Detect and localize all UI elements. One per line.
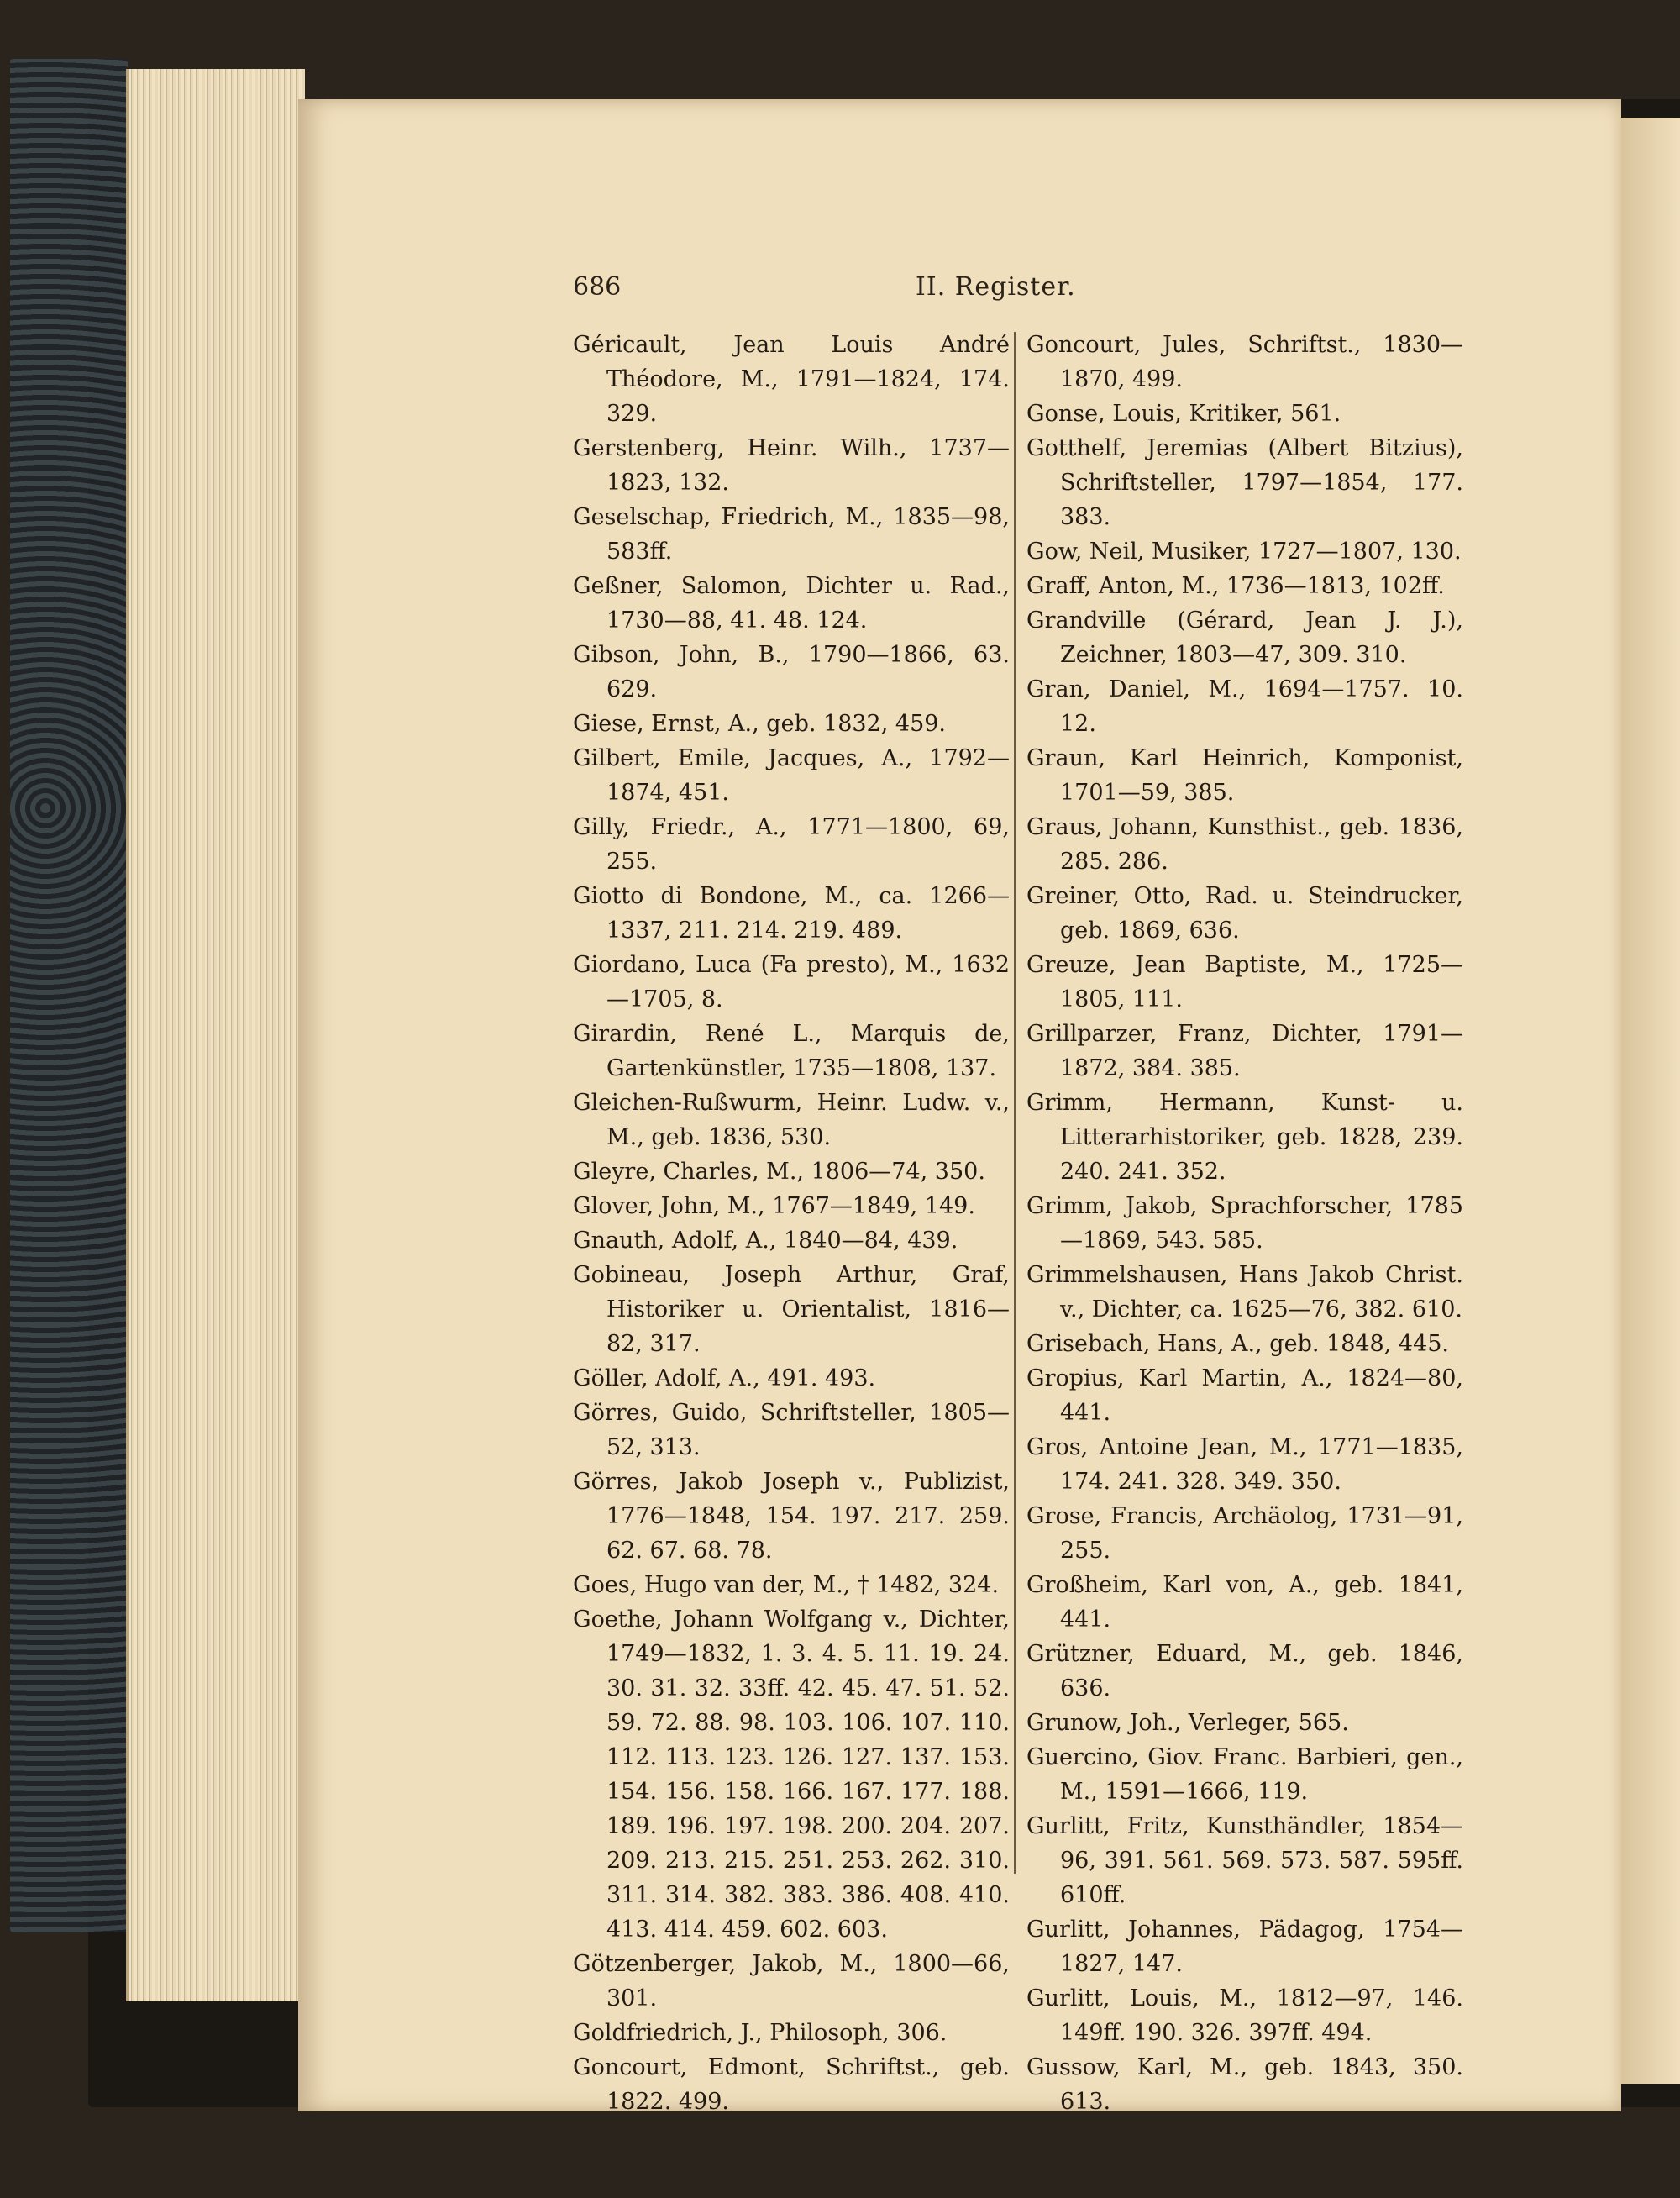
index-entry: Gussow, Karl, M., geb. 1843, 350. 613. — [1026, 2054, 1463, 2115]
index-entry: Grimmelshausen, Hans Jakob Christ. v., Dichter, ca. 1625—76, 382. 610. — [1026, 1262, 1463, 1322]
index-entry: Goethe, Johann Wolfgang v., Dichter, 1749—1832, 1. 3. 4. 5. 11. 19. 24. 30. 31. 32. 33ff. 42. 45. 47. 51. 52. 59. 72. 88. 98. 103. 106. 107. 110. 112. 113. 123. 126. 127. 137. 153. 154. 156. 158. 166. 167. 177. 188. 189. 196. 197. 198. 200. 204. 207. 209. 213. 215. 251. 253. 262. 310. 311. 314. 382. 383. 386. 408. 410. 413. 414. 459. 602. 603. — [573, 1606, 1010, 1943]
index-entry: Gonse, Louis, Kritiker, 561. — [1026, 401, 1341, 427]
index-entry: Greiner, Otto, Rad. u. Steindrucker, geb. 1869, 636. — [1026, 883, 1463, 944]
index-entry: Gnauth, Adolf, A., 1840—84, 439. — [573, 1228, 958, 1254]
index-entry: Gleyre, Charles, M., 1806—74, 350. — [573, 1159, 985, 1185]
index-entry: Géricault, Jean Louis André Théodore, M., 1791—1824, 174. 329. — [573, 332, 1010, 427]
index-entry: Grunow, Joh., Verleger, 565. — [1026, 1710, 1349, 1736]
page-edges — [126, 69, 305, 2001]
index-entry: Graun, Karl Heinrich, Komponist, 1701—59, 385. — [1026, 745, 1463, 806]
index-entry: Geselschap, Friedrich, M., 1835—98, 583ff. — [573, 504, 1010, 565]
column-divider — [1014, 332, 1016, 1874]
index-entry: Geßner, Salomon, Dichter u. Rad., 1730—88, 41. 48. 124. — [573, 573, 1010, 634]
index-entry: Gurlitt, Louis, M., 1812—97, 146. 149ff. 190. 326. 397ff. 494. — [1026, 1985, 1463, 2046]
index-entry: Gleichen-Rußwurm, Heinr. Ludw. v., M., geb. 1836, 530. — [573, 1090, 1010, 1150]
index-entry: Greuze, Jean Baptiste, M., 1725—1805, 111. — [1026, 952, 1463, 1012]
index-entry: Gobineau, Joseph Arthur, Graf, Historiker u. Orientalist, 1816—82, 317. — [573, 1262, 1010, 1357]
index-entry: Gotthelf, Jeremias (Albert Bitzius), Schriftsteller, 1797—1854, 177. 383. — [1026, 435, 1463, 530]
index-entry: Graus, Johann, Kunsthist., geb. 1836, 285. 286. — [1026, 814, 1463, 875]
index-entry: Gran, Daniel, M., 1694—1757. 10. 12. — [1026, 676, 1463, 737]
index-entry: Gilbert, Emile, Jacques, A., 1792—1874, 451. — [573, 745, 1010, 806]
index-entry: Glover, John, M., 1767—1849, 149. — [573, 1193, 975, 1219]
index-entry: Gibson, John, B., 1790—1866, 63. 629. — [573, 642, 1010, 702]
running-head: II. Register. — [916, 272, 1076, 302]
index-entry: Göller, Adolf, A., 491. 493. — [573, 1365, 876, 1391]
index-entry: Gropius, Karl Martin, A., 1824—80, 441. — [1026, 1365, 1463, 1426]
index-entry: Grimm, Jakob, Sprachforscher, 1785—1869, 543. 585. — [1026, 1193, 1463, 1254]
index-entry: Grillparzer, Franz, Dichter, 1791—1872, 384. 385. — [1026, 1021, 1463, 1081]
index-entry: Girardin, René L., Marquis de, Gartenkünstler, 1735—1808, 137. — [573, 1021, 1010, 1081]
index-entry: Gilly, Friedr., A., 1771—1800, 69, 255. — [573, 814, 1010, 875]
index-entry: Giordano, Luca (Fa presto), M., 1632—1705, 8. — [573, 952, 1010, 1012]
index-entry: Götzenberger, Jakob, M., 1800—66, 301. — [573, 1951, 1010, 2011]
index-entry: Grisebach, Hans, A., geb. 1848, 445. — [1026, 1331, 1450, 1357]
index-entry: Graff, Anton, M., 1736—1813, 102ff. — [1026, 573, 1445, 599]
index-entry: Grimm, Hermann, Kunst- u. Litterarhistoriker, geb. 1828, 239. 240. 241. 352. — [1026, 1090, 1463, 1185]
index-entry: Gros, Antoine Jean, M., 1771—1835, 174. 241. 328. 349. 350. — [1026, 1434, 1463, 1495]
index-entry: Goldfriedrich, J., Philosoph, 306. — [573, 2020, 948, 2046]
index-entry: Giotto di Bondone, M., ca. 1266—1337, 211. 214. 219. 489. — [573, 883, 1010, 944]
index-entry: Grose, Francis, Archäolog, 1731—91, 255. — [1026, 1503, 1463, 1564]
index-entry: Guercino, Giov. Franc. Barbieri, gen., M., 1591—1666, 119. — [1026, 1744, 1463, 1805]
index-entry: Goncourt, Jules, Schriftst., 1830—1870, 499. — [1026, 332, 1463, 392]
index-entry: Gurlitt, Johannes, Pädagog, 1754—1827, 147. — [1026, 1917, 1463, 1977]
index-entry: Grandville (Gérard, Jean J. J.), Zeichner, 1803—47, 309. 310. — [1026, 607, 1463, 668]
marbled-cover — [10, 59, 128, 1932]
right-column — [1026, 328, 1463, 2119]
index-entry: Goes, Hugo van der, M., † 1482, 324. — [573, 1572, 1000, 1598]
page-number: 686 — [573, 272, 622, 302]
index-entry: Goncourt, Edmont, Schriftst., geb. 1822. 499. — [573, 2054, 1010, 2115]
index-entry: Großheim, Karl von, A., geb. 1841, 441. — [1026, 1572, 1463, 1633]
facing-page-edge — [1621, 118, 1680, 2084]
index-entry: Görres, Jakob Joseph v., Publizist, 1776—1848, 154. 197. 217. 259. 62. 67. 68. 78. — [573, 1469, 1010, 1564]
index-entry: Gerstenberg, Heinr. Wilh., 1737—1823, 132. — [573, 435, 1010, 496]
index-entry: Grützner, Eduard, M., geb. 1846, 636. — [1026, 1641, 1463, 1701]
index-entry: Giese, Ernst, A., geb. 1832, 459. — [573, 711, 947, 737]
index-entry: Gow, Neil, Musiker, 1727—1807, 130. — [1026, 539, 1462, 565]
index-entry: Gurlitt, Fritz, Kunsthändler, 1854—96, 391. 561. 569. 573. 587. 595ff. 610ff. — [1026, 1813, 1463, 1908]
index-entry: Görres, Guido, Schriftsteller, 1805—52, 313. — [573, 1400, 1010, 1460]
left-column — [573, 328, 1010, 2119]
